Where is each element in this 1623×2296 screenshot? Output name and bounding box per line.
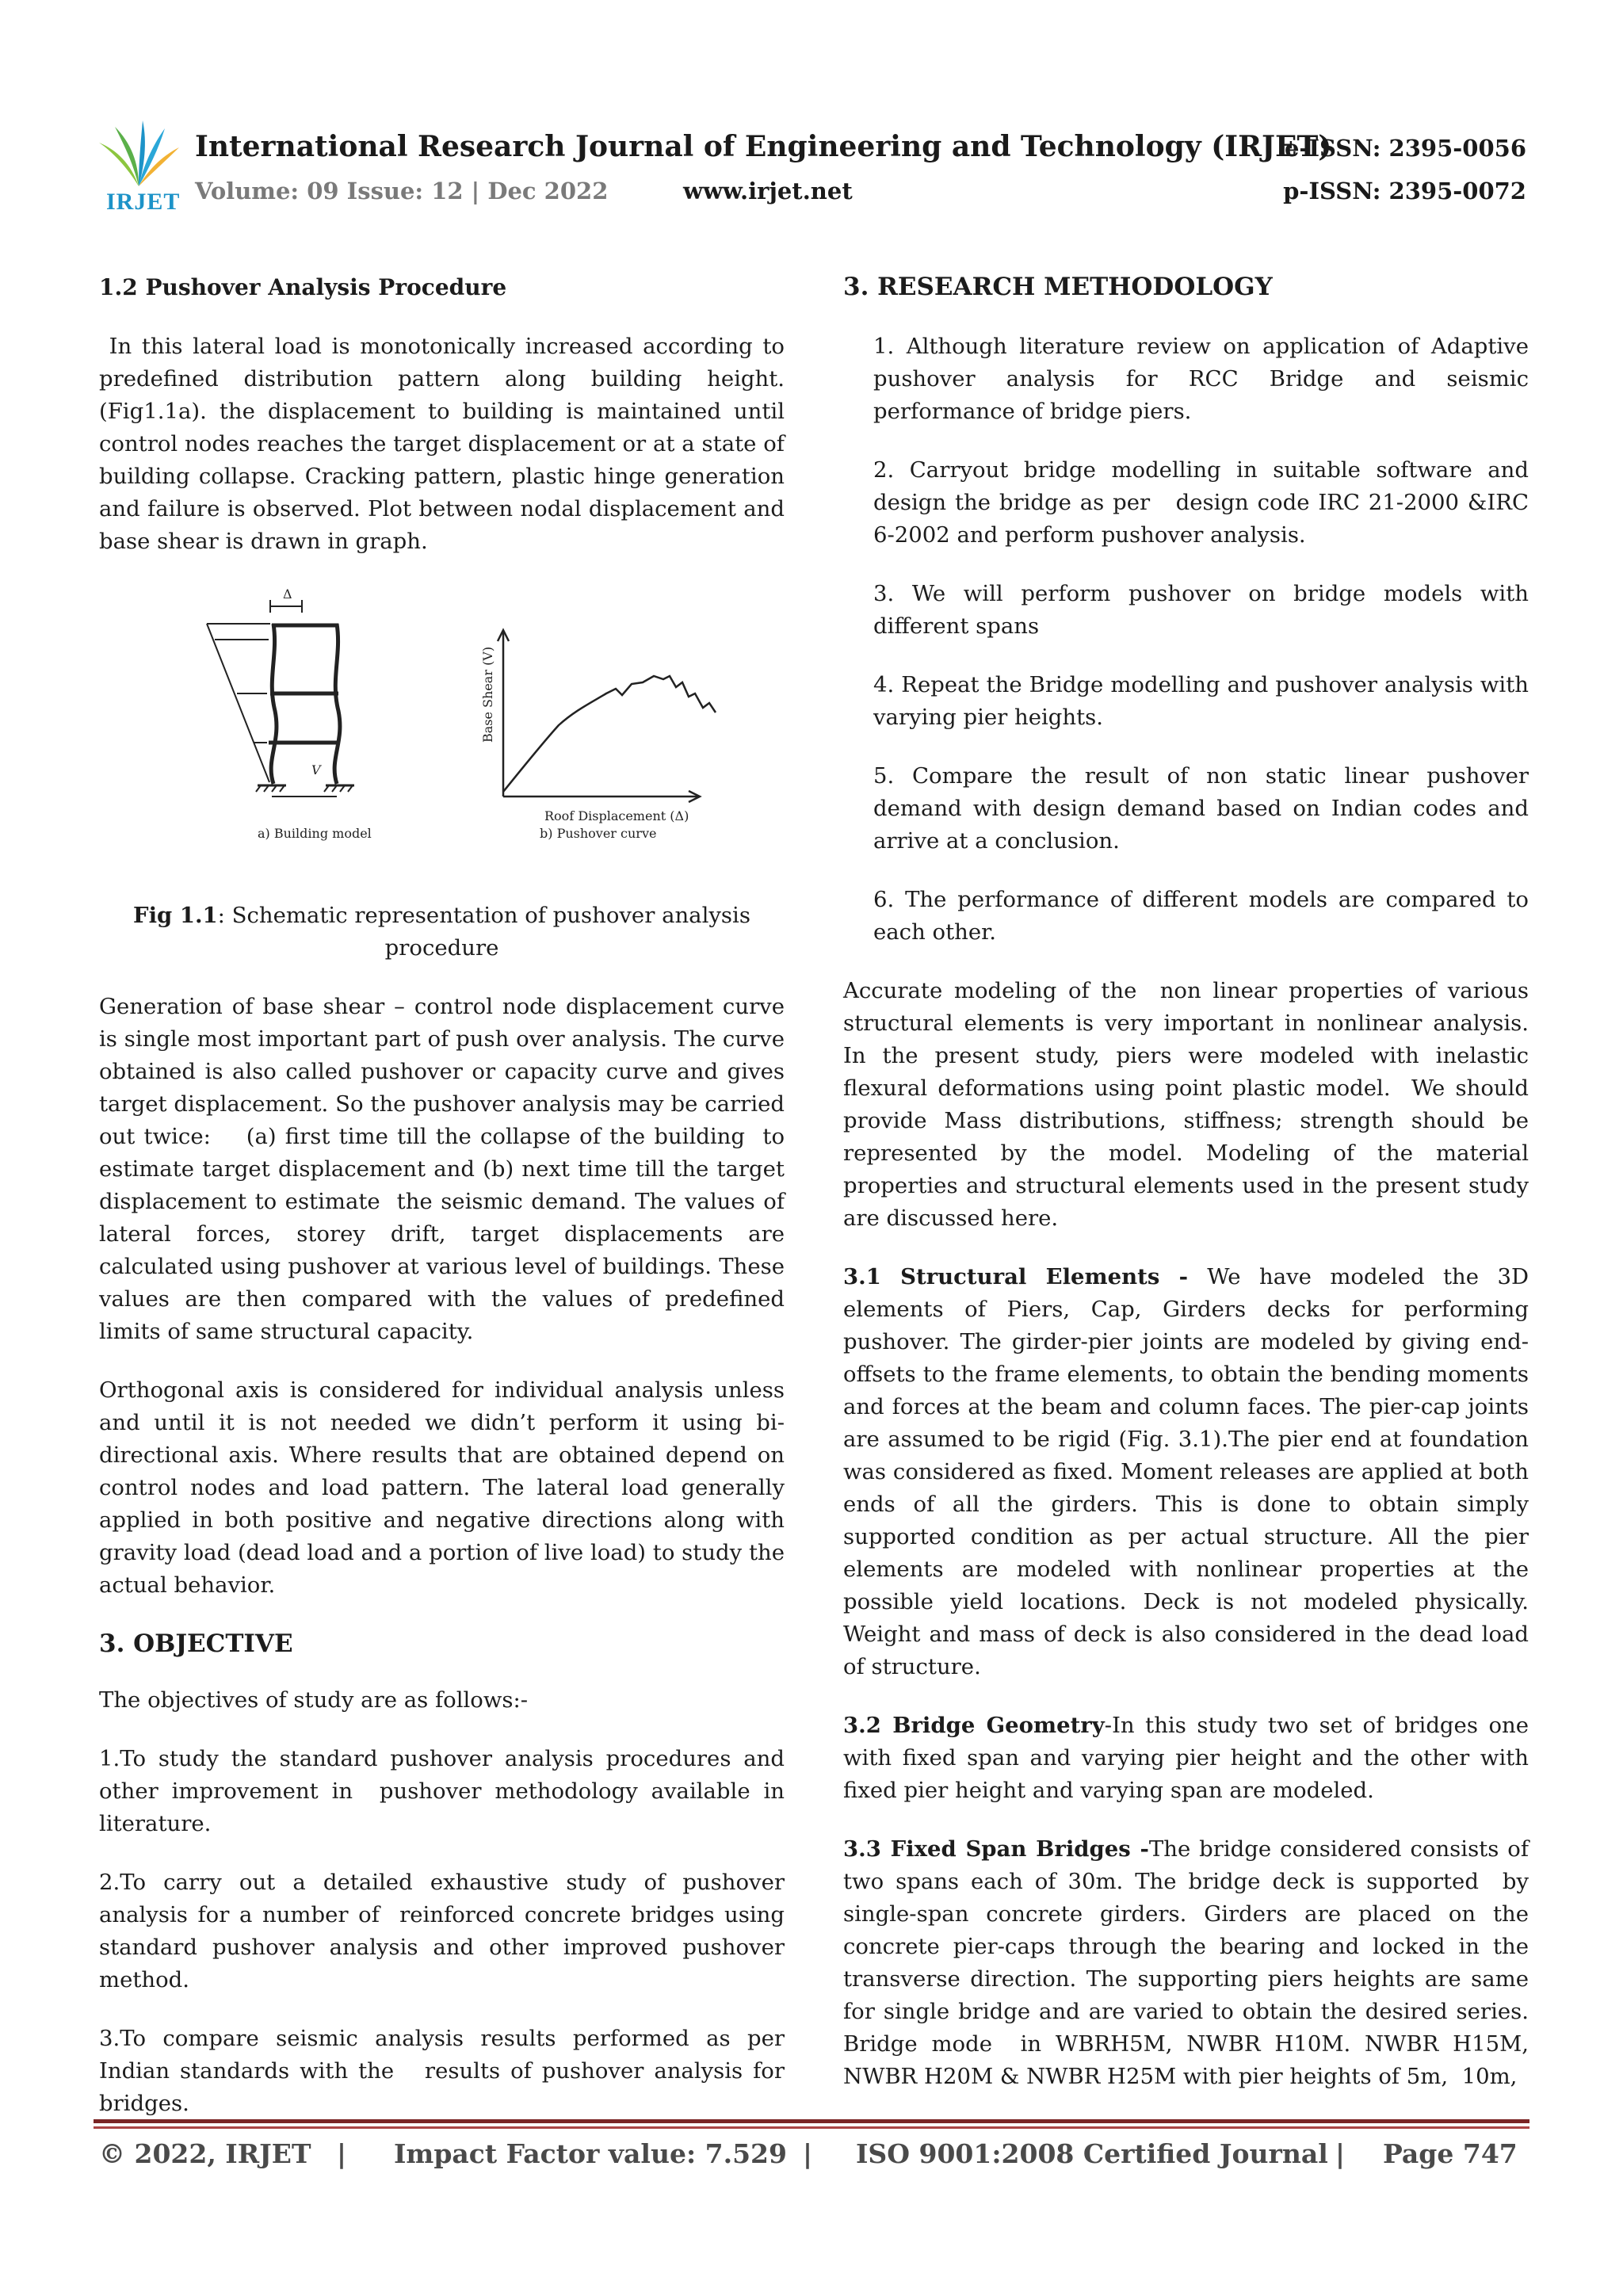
paragraph-structural-elements bbox=[843, 1261, 1529, 1683]
journal-title: International Research Journal of Engineering and Technology (IRJET) bbox=[195, 130, 1332, 163]
figure-caption-text: : Schematic representation of pushover analysis procedure bbox=[217, 903, 750, 961]
figure-label: Fig 1.1 bbox=[133, 903, 218, 928]
paragraph-bridge-geometry bbox=[843, 1710, 1529, 1807]
section-heading-objective: 3. OBJECTIVE bbox=[99, 1629, 293, 1658]
paragraph-pushover-intro: In this lateral load is monotonically increased according to predefined distribution pattern along building height. (Fig1.1a). the displacement to building is maintained until control nodes reaches the target displacement or at a state of building collapse. Cracking pattern, plastic hinge generation and failure is observed. Plot between nodal displacement and base shear is drawn in graph. bbox=[99, 334, 792, 554]
footer-separator: | bbox=[1335, 2138, 1346, 2169]
footer-page-number: Page 747 bbox=[1383, 2138, 1518, 2169]
left-column bbox=[99, 271, 792, 2146]
figure-pushover-schematic bbox=[99, 584, 785, 877]
eissn: e-ISSN: 2395-0056 bbox=[1284, 135, 1526, 162]
pissn: p-ISSN: 2395-0072 bbox=[1283, 178, 1526, 204]
methodology-item-2: 2. Carryout bridge modelling in suitable software and design the bridge as per design code IRC 21-2000 &IRC 6-2002 and perform pushover analysis. bbox=[873, 457, 1536, 548]
subsection-text-structural-elements: We have modeled the 3D elements of Piers, Cap, Girders decks for performing pushover. The girder-pier joints are modeled by giving end-offsets to the frame elements, to obtain the bending moments and forces at the beam and column faces. The pier-cap joints are assumed to be rigid (Fig. 3.1).The pier end at foundation was considered as fixed. Moment releases are applied at both ends of all the girders. This is done to obtain simply supported condition as per actual structure. All the pier elements are modeled with nonlinear properties at the possible yield locations. Deck is not modeled physically. Weight and mass of deck is also considered in the dead load of structure. bbox=[843, 1264, 1529, 1679]
footer-rule-thin bbox=[94, 2126, 1529, 2129]
irjet-logo bbox=[95, 119, 182, 218]
methodology-item-3: 3. We will perform pushover on bridge models with different spans bbox=[873, 581, 1529, 639]
paragraph-modeling: Accurate modeling of the non linear properties of various structural elements is very important in nonlinear analysis. In the present study, piers were modeled with inelastic flexural deformations using point plastic model. We should provide Mass distributions, stiffness; strength should be represented by the model. Modeling of the material properties and structural elements used in the present study are discussed here. bbox=[843, 978, 1536, 1231]
delta-label: Δ bbox=[283, 586, 292, 602]
volume-issue: Volume: 09 Issue: 12 | Dec 2022 bbox=[195, 178, 609, 204]
right-column bbox=[843, 271, 1536, 2119]
pushover-schematic-drawing bbox=[99, 584, 785, 877]
subcaption-pushover-curve: b) Pushover curve bbox=[540, 826, 657, 841]
page-header bbox=[87, 111, 1537, 218]
subsection-title-fixed-span: 3.3 Fixed Span Bridges - bbox=[843, 1836, 1149, 1862]
paragraph-orthogonal-axis: Orthogonal axis is considered for individual analysis unless and until it is not needed we didn’t perform it using bi-directional axis. Where results that are obtained depend on control nodes and load pattern. The lateral load generally applied in both positive and negative directions along with gravity load (dead load and a portion of live load) to study the actual behavior. bbox=[99, 1377, 785, 1598]
subcaption-building-model: a) Building model bbox=[258, 826, 372, 841]
footer-separator: | bbox=[803, 2138, 813, 2169]
subsection-text-bridge-geometry: -In this study two set of bridges one with fixed span and varying pier height and the other with fixed pier height and varying span are modeled. bbox=[843, 1713, 1529, 1803]
page-footer bbox=[99, 2138, 1526, 2174]
subsection-title-bridge-geometry: 3.2 Bridge Geometry bbox=[843, 1713, 1105, 1738]
x-axis-label: Roof Displacement (Δ) bbox=[544, 808, 689, 823]
y-axis-label: Base Shear (V) bbox=[480, 646, 495, 743]
footer-separator: | bbox=[337, 2138, 347, 2169]
journal-website[interactable]: www.irjet.net bbox=[683, 178, 853, 204]
footer-copyright: © 2022, IRJET bbox=[99, 2138, 311, 2169]
section-heading-pushover-procedure: 1.2 Pushover Analysis Procedure bbox=[99, 274, 507, 300]
logo-leaf-icon bbox=[95, 119, 182, 190]
paragraph-fixed-span-bridges bbox=[843, 1833, 1536, 2093]
paragraph-base-shear-curve: Generation of base shear – control node displacement curve is single most important part of push over analysis. The curve obtained is also called pushover or capacity curve and gives target displacement. So the pushover analysis may be carried out twice: (a) first time till the collapse of the building to estimate target displacement and (b) next time till the target displacement to estimate the seismic demand. The values of lateral forces, storey drift, target displacements are calculated using pushover at various level of buildings. These values are then compared with the values of predefined limits of same structural capacity. bbox=[99, 994, 792, 1344]
footer-rule bbox=[94, 2119, 1529, 2123]
v-label: V bbox=[311, 762, 321, 777]
footer-impact-factor: Impact Factor value: 7.529 bbox=[394, 2138, 787, 2169]
methodology-item-6: 6. The performance of different models are compared to each other. bbox=[873, 887, 1529, 945]
subsection-title-structural-elements: 3.1 Structural Elements - bbox=[843, 1264, 1208, 1289]
subsection-text-fixed-span: The bridge considered consists of two spans each of 30m. The bridge deck is supported by single-span concrete girders. Girders are placed on the concrete pier-caps through the bearing and locked in the transverse direction. The supporting piers heights are same for single bridge and are varied to obtain the desired series. Bridge mode in WBRH5M, NWBR H10M. NWBR H15M, NWBR H20M & NWBR H25M with pier heights of 5m, 10m, bbox=[843, 1836, 1536, 2089]
methodology-item-5: 5. Compare the result of non static linear pushover demand with design demand based on Indian codes and arrive at a conclusion. bbox=[873, 763, 1529, 854]
methodology-item-1: 1. Although literature review on application of Adaptive pushover analysis for RCC Bridge and seismic performance of bridge piers. bbox=[873, 334, 1529, 424]
figure-caption bbox=[99, 900, 785, 965]
footer-iso: ISO 9001:2008 Certified Journal bbox=[856, 2138, 1328, 2169]
objective-item-3: 3.To compare seismic analysis results performed as per Indian standards with the results of pushover analysis for bridges. bbox=[99, 2026, 792, 2116]
methodology-item-4: 4. Repeat the Bridge modelling and pushover analysis with varying pier heights. bbox=[873, 672, 1529, 730]
section-heading-methodology: 3. RESEARCH METHODOLOGY bbox=[843, 273, 1273, 301]
objective-item-1: 1.To study the standard pushover analysis procedures and other improvement in pushover methodology available in literature. bbox=[99, 1746, 792, 1836]
logo-text: IRJET bbox=[106, 189, 181, 215]
objective-item-2: 2.To carry out a detailed exhaustive study of pushover analysis for a number of reinforced concrete bridges using standard pushover analysis and other improved pushover method. bbox=[99, 1870, 792, 1992]
paragraph-objective-intro: The objectives of study are as follows:- bbox=[99, 1687, 529, 1713]
